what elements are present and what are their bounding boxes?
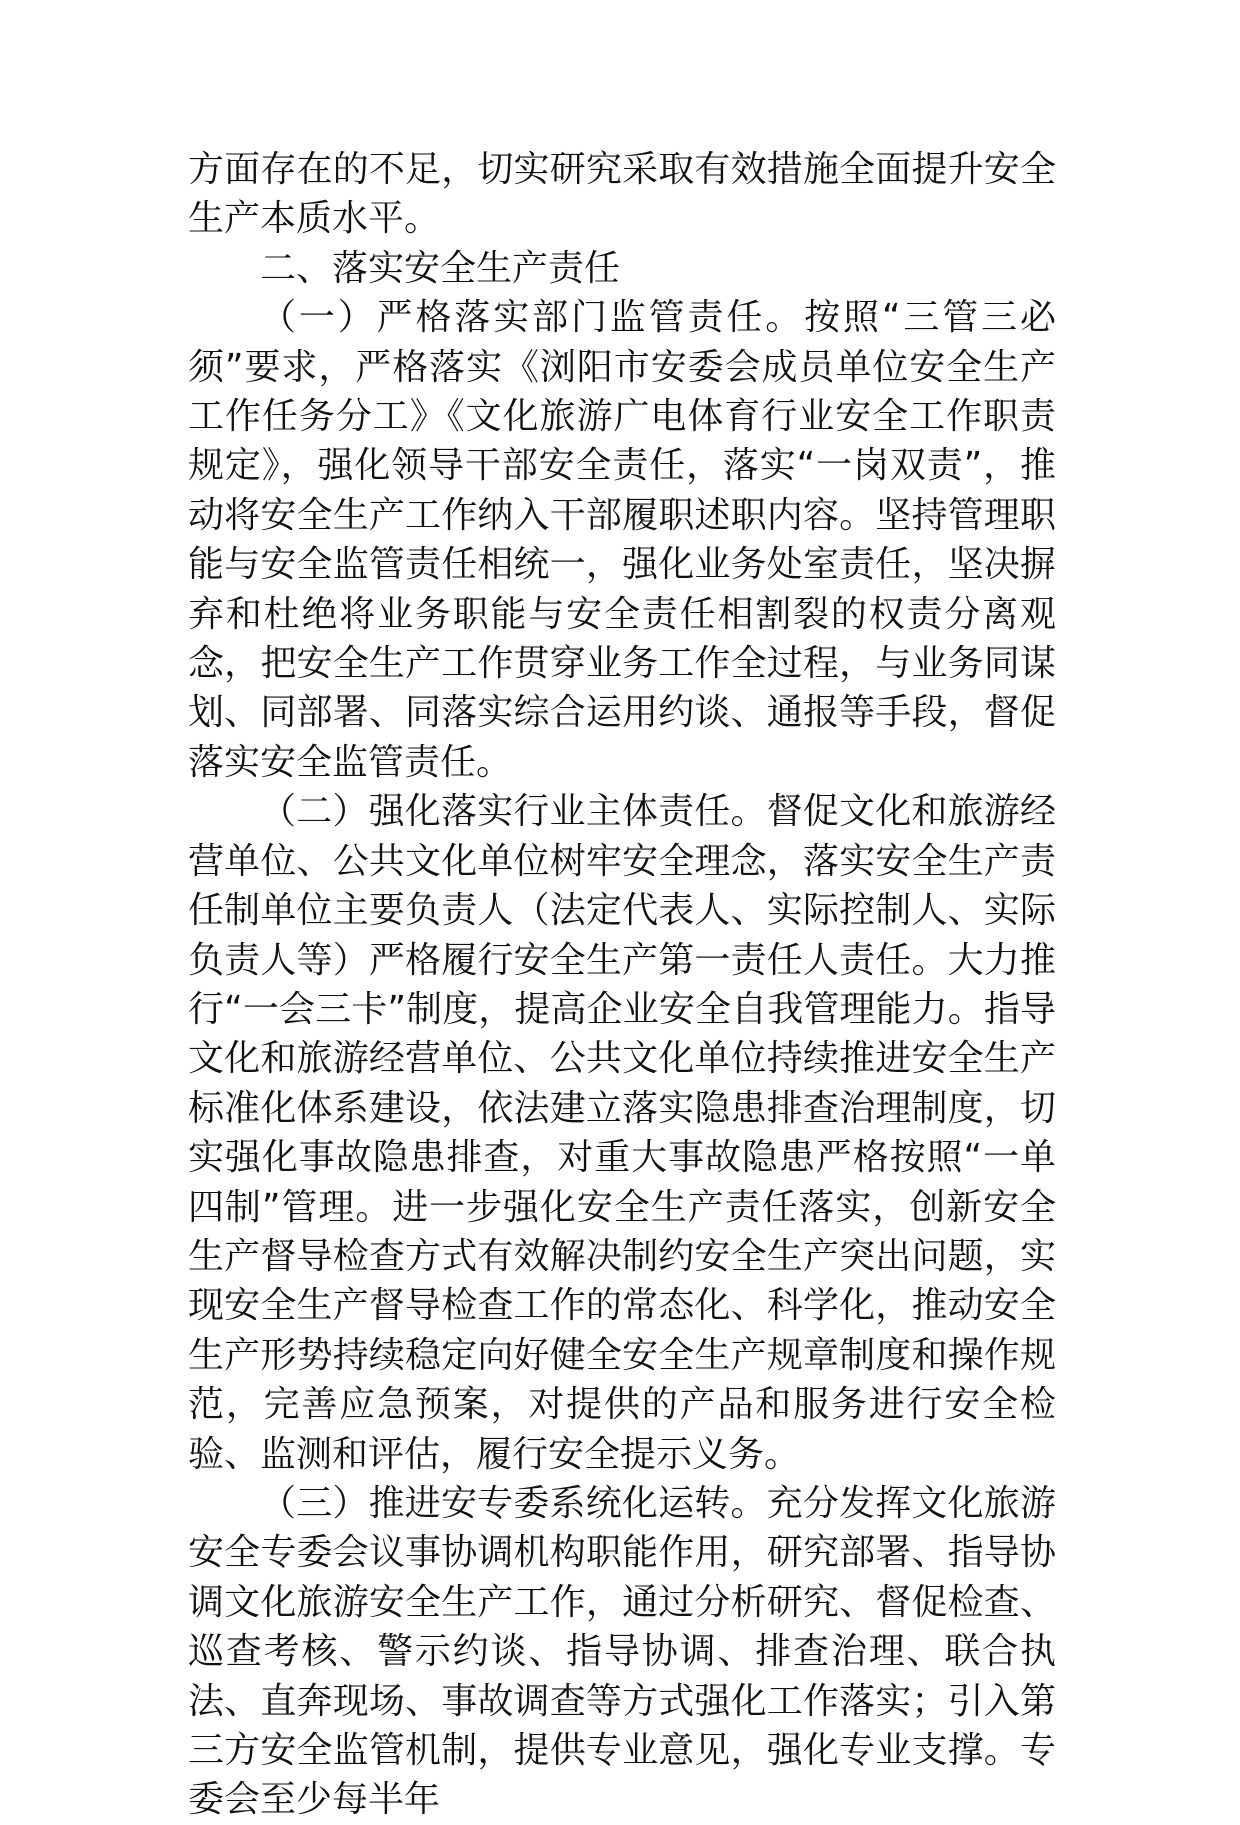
paragraph-industry-responsibility: （二）强化落实行业主体责任。督促文化和旅游经营单位、公共文化单位树牢安全理念，落实安全生产责任制单位主要负责人（法定代表人、实际控制人、实际负责人等）严格履行安全生产第一责任人责任。大力推行“一会三卡”制度，提高企业安全自我管理能力。指导文化和旅游经营单位、公共文化单位持续推进安全生产标准化体系建设，依法建立落实隐患排查治理制度，切实强化事故隐患排查，对重大事故隐患严格按照“一单四制”管理。进一步强化安全生产责任落实，创新安全生产督导检查方式有效解决制约安全生产突出问题，实现安全生产督导检查工作的常态化、科学化，推动安全生产形势持续稳定向好健全安全生产规章制度和操作规范，完善应急预案，对提供的产品和服务进行安全检验、监测和评估，履行安全提示义务。 <box>188 791 1056 1475</box>
paragraph-department-supervision: （一）严格落实部门监管责任。按照“三管三必须”要求，严格落实《浏阳市安委会成员单位安全生产工作任务分工》《文化旅游广电体育行业安全工作职责规定》，强化领导干部安全责任，落实“一岗双责”，推动将安全生产工作纳入干部履职述职内容。坚持管理职能与安全监管责任相统一，强化业务处室责任，坚决摒弃和杜绝将业务职能与安全责任相割裂的权责分离观念，把安全生产工作贯穿业务工作全过程，与业务同谋划、同部署、同落实综合运用约谈、通报等手段，督促落实安全监管责任。 <box>188 297 1056 783</box>
section-heading: 二、落实安全生产责任 <box>260 247 621 289</box>
paragraph-safety-committee: （三）推进安专委系统化运转。充分发挥文化旅游安全专委会议事协调机构职能作用，研究部署、指导协调文化旅游安全生产工作，通过分析研究、督促检查、巡查考核、警示约谈、指导协调、排查治理、联合执法、直奔现场、事故调查等方式强化工作落实；引入第三方安全监管机制，提供专业意见，强化专业支撑。专委会至少每半年 <box>188 1482 1056 1821</box>
document-page <box>188 145 1056 1825</box>
paragraph-continuation: 方面存在的不足，切实研究采取有效措施全面提升安全生产本质水平。 <box>188 149 1056 240</box>
